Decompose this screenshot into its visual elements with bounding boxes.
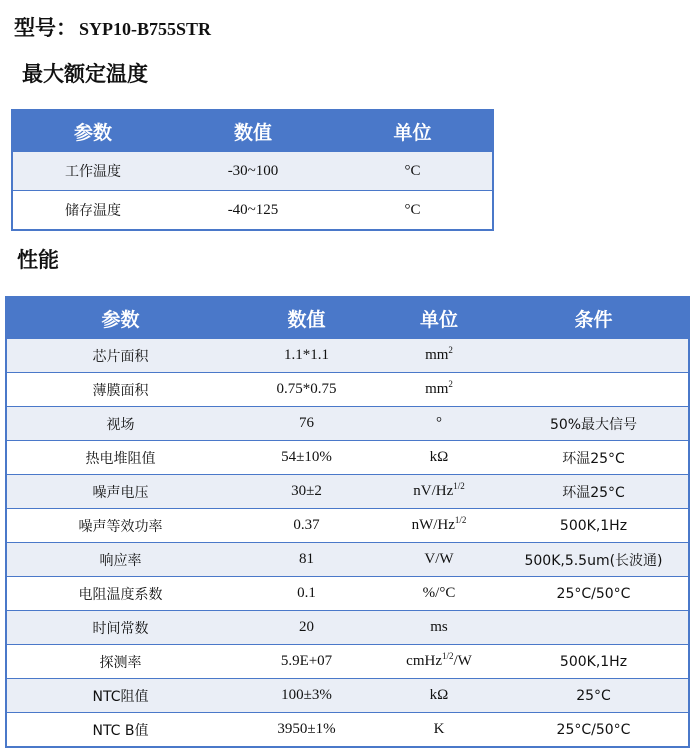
unit-exponent: 1/2	[453, 481, 465, 491]
unit-cell	[379, 373, 499, 407]
unit-cell: °C	[333, 191, 493, 231]
column-header-value: 数值	[234, 297, 379, 339]
unit-cell	[379, 713, 499, 748]
unit-text: K	[433, 721, 445, 737]
condition-cell	[499, 339, 689, 373]
table-row	[12, 191, 493, 231]
condition-cell: 25°C/50°C	[499, 577, 689, 611]
table-row	[6, 509, 689, 543]
section-title-temperature: 最大额定温度	[22, 62, 148, 86]
condition-cell: 环温25°C	[499, 475, 689, 509]
table-row	[6, 441, 689, 475]
table-row	[6, 407, 689, 441]
value-cell: 0.75*0.75	[234, 373, 379, 407]
model-line	[14, 12, 211, 40]
table-row	[6, 645, 689, 679]
table-header-row	[12, 110, 493, 152]
unit-exponent: 2	[448, 345, 453, 355]
model-number: SYP10-B755STR	[79, 19, 212, 39]
parameter-cell: 响应率	[6, 543, 234, 577]
unit-cell	[379, 611, 499, 645]
table-row	[12, 152, 493, 191]
unit-suffix: /W	[453, 653, 472, 669]
value-cell: -40~125	[173, 191, 333, 231]
unit-text: mm	[425, 381, 449, 397]
unit-text: %/°C	[422, 585, 456, 601]
table-row	[6, 611, 689, 645]
value-cell: 3950±1%	[234, 713, 379, 748]
value-cell: 5.9E+07	[234, 645, 379, 679]
column-header-condition: 条件	[499, 297, 689, 339]
unit-cell	[379, 543, 499, 577]
parameter-cell: 芯片面积	[6, 339, 234, 373]
unit-text: nW/Hz	[411, 517, 455, 533]
unit-exponent: 1/2	[441, 651, 454, 661]
section-title-performance: 性能	[17, 248, 59, 272]
unit-text: °	[436, 415, 442, 431]
column-header-unit: 单位	[379, 297, 499, 339]
parameter-cell: 时间常数	[6, 611, 234, 645]
unit-exponent: 1/2	[454, 515, 467, 525]
parameter-cell: 探测率	[6, 645, 234, 679]
value-cell: 1.1*1.1	[234, 339, 379, 373]
condition-cell: 500K,1Hz	[499, 509, 689, 543]
unit-text: kΩ	[429, 449, 449, 465]
unit-cell	[379, 645, 499, 679]
column-header-unit: 单位	[333, 110, 493, 152]
parameter-cell: 噪声电压	[6, 475, 234, 509]
parameter-cell: NTC B值	[6, 713, 234, 748]
value-cell: 30±2	[234, 475, 379, 509]
parameter-cell: 热电堆阻值	[6, 441, 234, 475]
condition-cell: 500K,5.5um(长波通)	[499, 543, 689, 577]
parameter-cell: 储存温度	[12, 191, 173, 231]
value-cell: 81	[234, 543, 379, 577]
value-cell: 54±10%	[234, 441, 379, 475]
column-header-parameter: 参数	[6, 297, 234, 339]
unit-cell	[379, 679, 499, 713]
value-cell: -30~100	[173, 152, 333, 191]
parameter-cell: 噪声等效功率	[6, 509, 234, 543]
parameter-cell: 工作温度	[12, 152, 173, 191]
unit-text: kΩ	[429, 687, 449, 703]
condition-cell	[499, 373, 689, 407]
parameter-cell: 电阻温度系数	[6, 577, 234, 611]
column-header-parameter: 参数	[12, 110, 173, 152]
unit-text: mm	[425, 347, 449, 363]
table-header-row	[6, 297, 689, 339]
temperature-table	[11, 109, 494, 231]
table-row	[6, 577, 689, 611]
condition-cell: 环温25°C	[499, 441, 689, 475]
unit-exponent: 2	[448, 379, 453, 389]
unit-cell	[379, 509, 499, 543]
unit-text: nV/Hz	[413, 483, 454, 499]
value-cell: 76	[234, 407, 379, 441]
unit-cell: °C	[333, 152, 493, 191]
value-cell: 0.1	[234, 577, 379, 611]
unit-text: cmHz	[406, 653, 442, 669]
table-row	[6, 543, 689, 577]
value-cell: 20	[234, 611, 379, 645]
condition-cell: 500K,1Hz	[499, 645, 689, 679]
condition-cell	[499, 611, 689, 645]
table-row	[6, 679, 689, 713]
condition-cell: 25°C/50°C	[499, 713, 689, 748]
unit-text: V/W	[424, 551, 454, 567]
table-row	[6, 373, 689, 407]
table-row	[6, 339, 689, 373]
unit-cell	[379, 475, 499, 509]
model-label: 型号：	[14, 16, 77, 40]
performance-table	[5, 296, 690, 748]
value-cell: 0.37	[234, 509, 379, 543]
condition-cell: 25°C	[499, 679, 689, 713]
parameter-cell: 薄膜面积	[6, 373, 234, 407]
unit-cell	[379, 577, 499, 611]
unit-text: ms	[430, 619, 448, 635]
value-cell: 100±3%	[234, 679, 379, 713]
column-header-value: 数值	[173, 110, 333, 152]
table-row	[6, 713, 689, 748]
parameter-cell: NTC阻值	[6, 679, 234, 713]
table-row	[6, 475, 689, 509]
parameter-cell: 视场	[6, 407, 234, 441]
unit-cell	[379, 407, 499, 441]
condition-cell: 50%最大信号	[499, 407, 689, 441]
unit-cell	[379, 339, 499, 373]
unit-cell	[379, 441, 499, 475]
